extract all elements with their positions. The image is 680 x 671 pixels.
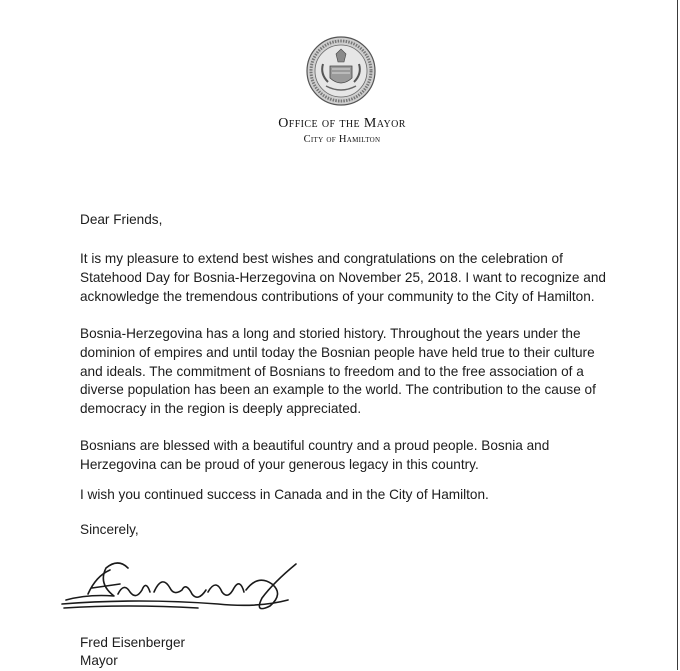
paragraph-4-text: I wish you continued success in Canada and in the City of Hamilton. [80, 487, 489, 502]
office-title: Office of the Mayor [278, 116, 406, 131]
paragraph-3-text: Bosnians are blessed with a beautiful country and a proud people. Bosnia and Herzegovina can be proud of your generous legacy in this country. [80, 438, 550, 472]
letter-closing [80, 521, 660, 540]
city-seal-icon [306, 36, 376, 106]
closing-text: Sincerely, [80, 522, 139, 537]
signer-title-block [80, 652, 660, 671]
signer-name: Fred Eisenberger [80, 635, 186, 650]
paragraph-1-text: It is my pleasure to extend best wishes and congratulations on the celebration of Statehood Day for Bosnia-Herzegovina on November 25, 2018. I want to recognize and acknowledge the tremendous contributions of your community to the City of Hamilton. [80, 251, 606, 304]
signer-name-block [80, 634, 660, 653]
letter-paragraph [80, 437, 660, 475]
office-city: City of Hamilton [303, 134, 381, 145]
letter-paragraph [80, 250, 660, 306]
paragraph-2-text: Bosnia-Herzegovina has a long and storied history. Throughout the years under the dominion of empires and until today the Bosnian people have held true to their culture and ideals. The commitment of Bosnians to freedom and to the free association of a diverse population has been an example to the world. The contribution to the cause of democracy in the region is deeply appreciated. [80, 326, 596, 417]
page-edge-line [677, 0, 678, 670]
signer-title: Mayor [80, 653, 118, 668]
letter-salutation [80, 211, 660, 230]
salutation-text: Dear Friends, [80, 212, 163, 227]
letter-paragraph [80, 325, 660, 419]
letter-paragraph [80, 486, 660, 505]
handwritten-signature-icon [58, 554, 308, 620]
